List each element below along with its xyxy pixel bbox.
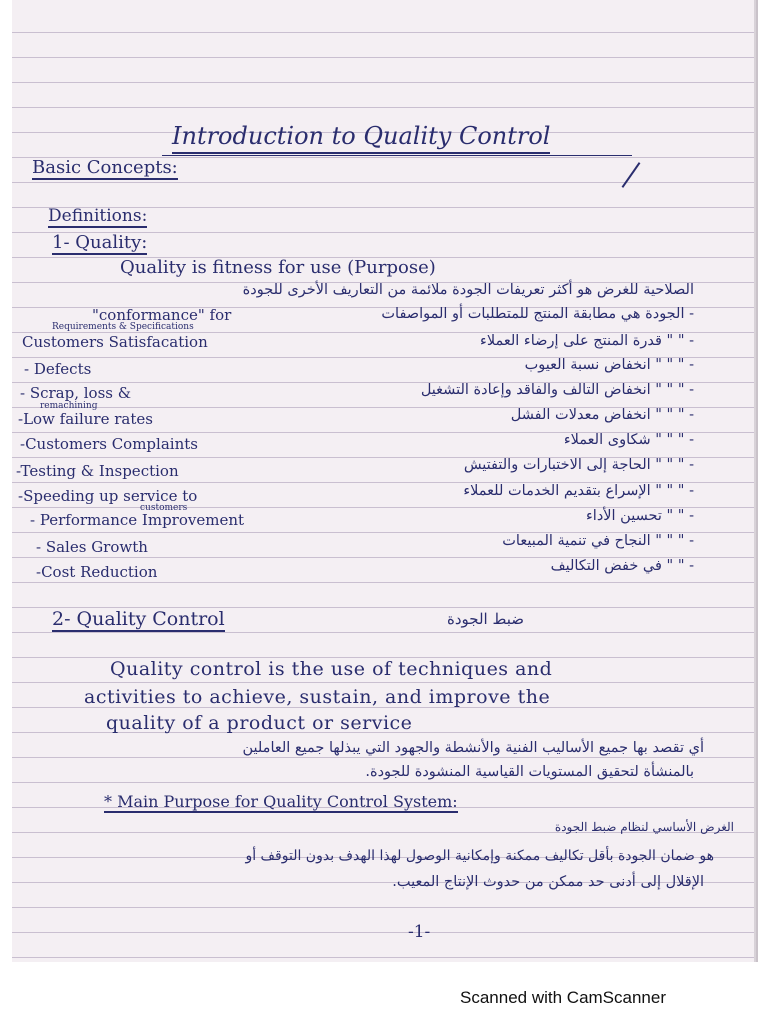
requirements-specs-note: Requirements & Specifications [52,322,194,332]
section-quality-heading: 1- Quality: [52,232,148,253]
item-ar: - " " في خفض التكاليف [550,558,694,574]
item-en: - Sales Growth [36,538,148,556]
remachining-note: remachining [40,401,98,411]
item-ar: - " " " الإسراع بتقديم الخدمات للعملاء [463,483,694,499]
main-purpose-arabic-line: الإقلال إلى أدنى حد ممكن من حدوث الإنتاج المعيب. [392,874,704,890]
conformance-label: "conformance" for [92,306,232,324]
qc-arabic-line: بالمنشأة لتحقيق المستويات القياسية المنشودة للجودة. [365,764,694,780]
section-quality-control-label: 2- Quality Control [52,608,225,630]
item-en: -Low failure rates [18,410,153,428]
qc-paragraph-line: Quality control is the use of techniques and [110,658,553,680]
notebook-page [12,0,754,962]
main-purpose-heading: * Main Purpose for Quality Control System: [104,792,458,811]
item-ar: - " " " النجاح في تنمية المبيعات [502,533,694,549]
item-ar: - " " " انخفاض معدلات الفشل [510,407,694,423]
item-en: -Speeding up service to [18,487,198,505]
customers-note: customers [140,503,188,513]
title-underline [162,155,632,156]
section-quality-control-arabic: ضبط الجودة [447,610,524,628]
item-en: - Performance Improvement [30,511,245,529]
pen-stroke [622,162,641,188]
section-quality-control-heading [52,608,225,630]
item-ar: - " " " انخفاض التالف والفاقد وإعادة التشغيل [420,382,694,398]
page-number: -1- [408,922,431,942]
arabic-conformance-line: - الجودة هي مطابقة المنتج للمتطلبات أو المواصفات [381,306,694,322]
item-en: - Defects [24,360,92,378]
item-en: Customers Satisfacation [22,333,208,351]
arabic-purpose-line: الصلاحية للغرض هو أكثر تعريفات الجودة ملائمة من التعاريف الأخرى للجودة [242,282,694,298]
item-en: -Cost Reduction [36,563,158,581]
qc-arabic-line: أي تقصد بها جميع الأساليب الفنية والأنشطة والجهود التي يبذلها جميع العاملين [242,740,704,756]
quality-definition: Quality is fitness for use (Purpose) [120,257,436,278]
item-ar: - " " تحسين الأداء [585,508,694,524]
item-en: -Testing & Inspection [16,462,179,480]
basic-concepts-heading: Basic Concepts: [32,157,178,178]
main-purpose-arabic-line: هو ضمان الجودة بأقل تكاليف ممكنة وإمكانية الوصول لهذا الهدف بدون التوقف أو [245,848,714,864]
qc-paragraph-line: activities to achieve, sustain, and improve the [84,686,551,708]
item-en: -Customers Complaints [20,435,198,453]
main-purpose-arabic-line: الغرض الأساسي لنظام ضبط الجودة [554,820,734,834]
definitions-heading: Definitions: [48,206,148,226]
item-ar: - " " " شكاوى العملاء [563,432,694,448]
item-ar: - " " " انخفاض نسبة العيوب [524,357,694,373]
page-title: Introduction to Quality Control [172,122,550,154]
scanner-watermark: Scanned with CamScanner [460,988,667,1007]
qc-paragraph-line: quality of a product or service [106,712,413,734]
item-ar: - " " قدرة المنتج على إرضاء العملاء [480,333,694,349]
item-ar: - " " " الحاجة إلى الاختبارات والتفتيش [463,457,694,473]
item-en: - Scrap, loss & [20,384,132,402]
